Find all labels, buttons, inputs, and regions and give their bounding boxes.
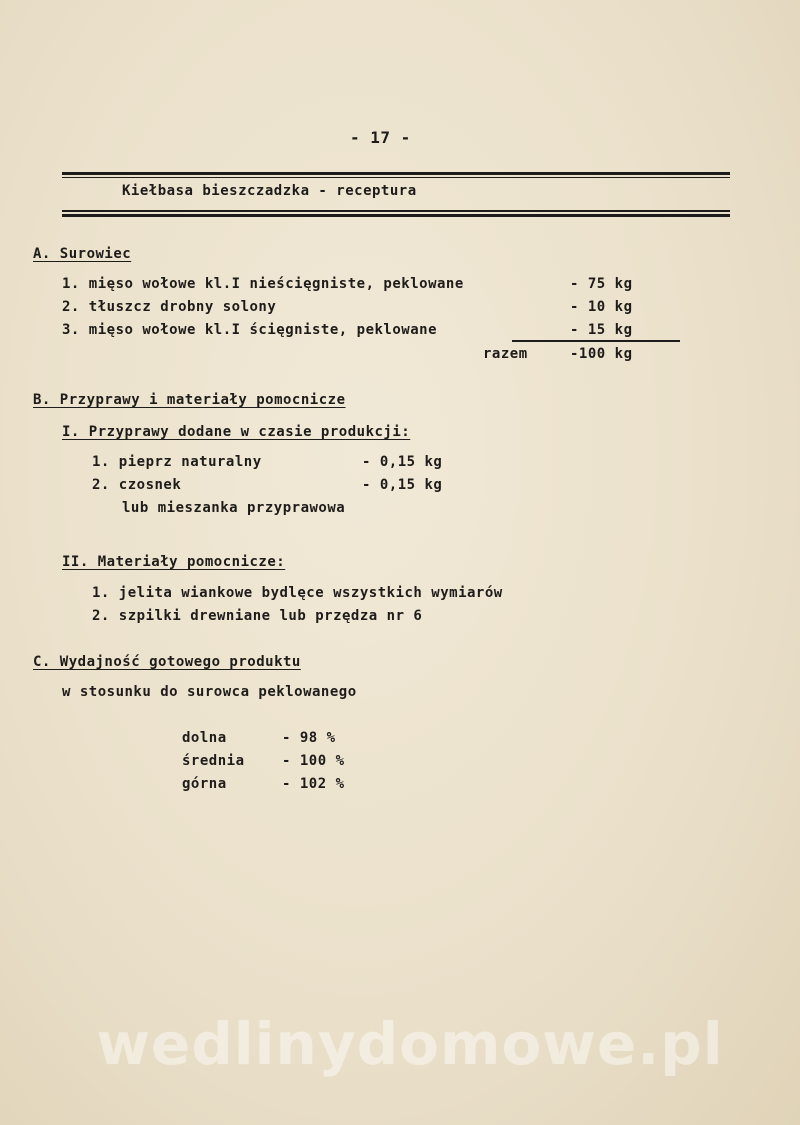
section-b-sub1-item-1-value: - 0,15 kg bbox=[362, 454, 443, 470]
recipe-title: Kiełbasa bieszczadzka - receptura bbox=[122, 183, 417, 199]
top-rule-2 bbox=[62, 177, 730, 178]
section-a-item-2-value: - 10 kg bbox=[570, 299, 633, 315]
sum-line bbox=[512, 340, 680, 342]
section-b-sub1-item-2-label: 2. czosnek bbox=[92, 477, 182, 493]
section-b-sub2-item-1: 1. jelita wiankowe bydlęce wszystkich wymiarów bbox=[92, 585, 503, 601]
section-c-heading: C. Wydajność gotowego produktu bbox=[33, 654, 301, 670]
section-c-subtitle: w stosunku do surowca peklowanego bbox=[62, 684, 357, 700]
section-a-item-1-value: - 75 kg bbox=[570, 276, 633, 292]
section-a-item-1-label: 1. mięso wołowe kl.I nieścięgniste, peklowane bbox=[62, 276, 464, 292]
section-b-sub1-note: lub mieszanka przyprawowa bbox=[122, 500, 346, 516]
yield-row-3-label: górna bbox=[182, 776, 227, 792]
section-b-sub2-heading: II. Materiały pomocnicze: bbox=[62, 554, 286, 570]
page-number: - 17 - bbox=[350, 128, 411, 147]
section-a-item-3-label: 3. mięso wołowe kl.I ścięgniste, peklowane bbox=[62, 322, 438, 338]
bottom-rule-1 bbox=[62, 210, 730, 212]
watermark: wedlinydomowe.pl bbox=[96, 1010, 724, 1078]
bottom-rule-2 bbox=[62, 214, 730, 217]
section-b-sub1-item-2-value: - 0,15 kg bbox=[362, 477, 443, 493]
yield-row-3-value: - 102 % bbox=[282, 776, 345, 792]
section-b-sub1-heading: I. Przyprawy dodane w czasie produkcji: bbox=[62, 424, 411, 440]
yield-row-1-value: - 98 % bbox=[282, 730, 336, 746]
section-a-item-2-label: 2. tłuszcz drobny solony bbox=[62, 299, 277, 315]
yield-row-2-value: - 100 % bbox=[282, 753, 345, 769]
section-a-heading: A. Surowiec bbox=[33, 246, 132, 262]
section-a-item-3-value: - 15 kg bbox=[570, 322, 633, 338]
yield-row-2-label: średnia bbox=[182, 753, 245, 769]
section-a-total-label: razem bbox=[483, 346, 528, 362]
section-b-heading: B. Przyprawy i materiały pomocnicze bbox=[33, 392, 346, 408]
top-rule-1 bbox=[62, 172, 730, 175]
section-b-sub1-item-1-label: 1. pieprz naturalny bbox=[92, 454, 262, 470]
section-a-total-value: -100 kg bbox=[570, 346, 633, 362]
yield-row-1-label: dolna bbox=[182, 730, 227, 746]
section-b-sub2-item-2: 2. szpilki drewniane lub przędza nr 6 bbox=[92, 608, 423, 624]
